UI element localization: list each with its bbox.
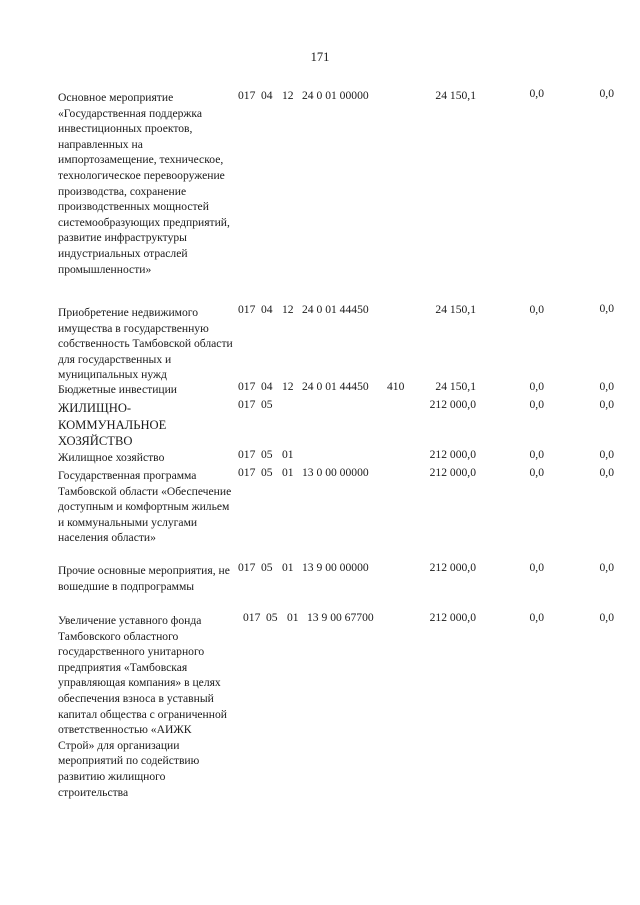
code-pr: 01 — [282, 448, 294, 461]
code-csr: 24 0 01 00000 — [302, 89, 369, 102]
amount-1: 212 000,0 — [429, 466, 476, 479]
code-ved: 017 — [238, 466, 256, 479]
code-ved: 017 — [243, 611, 261, 624]
amount-3: 0,0 — [599, 87, 614, 100]
code-rz: 04 — [261, 303, 273, 316]
code-ved: 017 — [238, 89, 256, 102]
code-rz: 04 — [261, 89, 273, 102]
code-csr: 24 0 01 44450 — [302, 303, 369, 316]
amount-2: 0,0 — [529, 380, 544, 393]
code-ved: 017 — [238, 303, 256, 316]
amount-1: 212 000,0 — [429, 611, 476, 624]
code-csr: 13 9 00 67700 — [307, 611, 374, 624]
row-name: Приобретение недвижимого имущества в государственную собственность Тамбовской области для государственных и муниципальных нужд — [58, 306, 233, 382]
amount-3: 0,0 — [599, 448, 614, 461]
row-name: Жилищное хозяйство — [58, 451, 165, 464]
code-ved: 017 — [238, 561, 256, 574]
amount-3: 0,0 — [599, 302, 614, 315]
code-pr: 12 — [282, 89, 294, 102]
amount-2: 0,0 — [529, 448, 544, 461]
code-ved: 017 — [238, 398, 256, 411]
code-csr: 13 0 00 00000 — [302, 466, 369, 479]
amount-2: 0,0 — [529, 611, 544, 624]
code-rz: 05 — [261, 466, 273, 479]
amount-1: 212 000,0 — [429, 398, 476, 411]
row-name: ЖИЛИЩНО-КОММУНАЛЬНОЕ ХОЗЯЙСТВО — [58, 401, 167, 448]
row-name: Основное мероприятие «Государственная поддержка инвестиционных проектов, направленных на импортозамещение, техническое, технологическое перевооружение производства, сохранение производственных мощностей системообразующих предприятий, развитие инфраструктуры индустриальных отраслей промышленности» — [58, 91, 230, 276]
code-pr: 01 — [287, 611, 299, 624]
code-rz: 05 — [261, 561, 273, 574]
code-rz: 05 — [261, 398, 273, 411]
amount-2: 0,0 — [529, 398, 544, 411]
code-pr: 12 — [282, 303, 294, 316]
code-csr: 24 0 01 44450 — [302, 380, 369, 393]
row-name: Прочие основные мероприятия, не вошедшие в подпрограммы — [58, 564, 230, 593]
amount-1: 24 150,1 — [435, 380, 476, 393]
code-rz: 05 — [261, 448, 273, 461]
code-pr: 12 — [282, 380, 294, 393]
amount-1: 212 000,0 — [429, 448, 476, 461]
amount-3: 0,0 — [599, 611, 614, 624]
amount-2: 0,0 — [529, 303, 544, 316]
code-ved: 017 — [238, 380, 256, 393]
code-rz: 04 — [261, 380, 273, 393]
amount-1: 24 150,1 — [435, 303, 476, 316]
amount-3: 0,0 — [599, 398, 614, 411]
page-number: 171 — [310, 50, 330, 64]
amount-1: 24 150,1 — [435, 89, 476, 102]
row-name: Увеличение уставного фонда Тамбовского областного государственного унитарного предприятия «Тамбовская управляющая компания» в целях обеспечения взноса в уставный капитал общества с ограниченной ответственностью «АИЖК Строй» для организации мероприятий по содействию развитию жилищного строительства — [58, 614, 227, 799]
amount-2: 0,0 — [529, 561, 544, 574]
code-pr: 01 — [282, 561, 294, 574]
amount-1: 212 000,0 — [429, 561, 476, 574]
code-pr: 01 — [282, 466, 294, 479]
amount-3: 0,0 — [599, 561, 614, 574]
row-name: Бюджетные инвестиции — [58, 383, 178, 396]
row-name: Государственная программа Тамбовской области «Обеспечение доступным и комфортным жильем и коммунальными услугами населения области» — [58, 469, 232, 545]
code-csr: 13 9 00 00000 — [302, 561, 369, 574]
amount-3: 0,0 — [599, 380, 614, 393]
amount-3: 0,0 — [599, 466, 614, 479]
code-rz: 05 — [266, 611, 278, 624]
amount-2: 0,0 — [529, 466, 544, 479]
code-vr: 410 — [387, 380, 405, 393]
code-ved: 017 — [238, 448, 256, 461]
amount-2: 0,0 — [529, 87, 544, 100]
